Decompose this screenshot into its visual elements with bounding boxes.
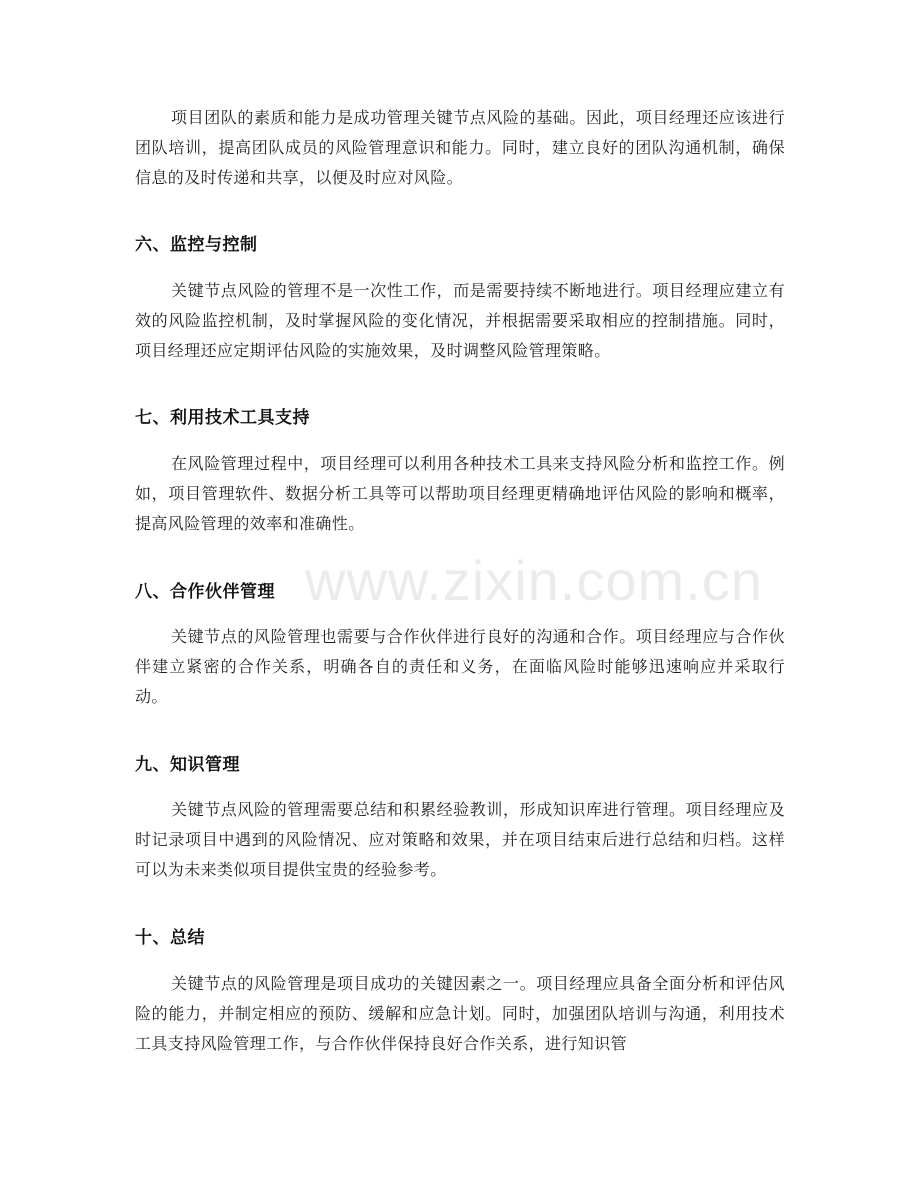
watermark: www.zixin.com.cn	[305, 549, 763, 612]
heading-section-6: 六、监控与控制	[135, 235, 258, 255]
paragraph-monitor: 关键节点风险的管理不是一次性工作，而是需要持续不断地进行。项目经理应建立有效的风险监控机制，及时掌握风险的变化情况，并根据需要采取相应的控制措施。同时，项目经理还应定期评估风险的实施效果，及时调整风险管理策略。	[135, 281, 785, 360]
paragraph-team: 项目团队的素质和能力是成功管理关键节点风险的基础。因此，项目经理还应该进行团队培训，提高团队成员的风险管理意识和能力。同时，建立良好的团队沟通机制，确保信息的及时传递和共享，以便及时应对风险。	[135, 108, 785, 187]
paragraph-tools: 在风险管理过程中，项目经理可以利用各种技术工具来支持风险分析和监控工作。例如，项目管理软件、数据分析工具等可以帮助项目经理更精确地评估风险的影响和概率，提高风险管理的效率和准确性。	[135, 454, 785, 533]
paragraph-summary: 关键节点的风险管理是项目成功的关键因素之一。项目经理应具备全面分析和评估风险的能力，并制定相应的预防、缓解和应急计划。同时，加强团队培训与沟通，利用技术工具支持风险管理工作，与合作伙伴保持良好合作关系，进行知识管	[135, 974, 785, 1053]
heading-section-7: 七、利用技术工具支持	[135, 408, 310, 428]
paragraph-partners: 关键节点的风险管理也需要与合作伙伴进行良好的沟通和合作。项目经理应与合作伙伴建立紧密的合作关系，明确各自的责任和义务，在面临风险时能够迅速响应并采取行动。	[135, 627, 785, 706]
heading-section-9: 九、知识管理	[135, 755, 240, 775]
heading-section-8: 八、合作伙伴管理	[135, 582, 275, 602]
heading-section-10: 十、总结	[135, 928, 205, 948]
paragraph-knowledge: 关键节点风险的管理需要总结和积累经验教训，形成知识库进行管理。项目经理应及时记录项目中遇到的风险情况、应对策略和效果，并在项目结束后进行总结和归档。这样可以为未来类似项目提供宝贵的经验参考。	[135, 800, 785, 879]
